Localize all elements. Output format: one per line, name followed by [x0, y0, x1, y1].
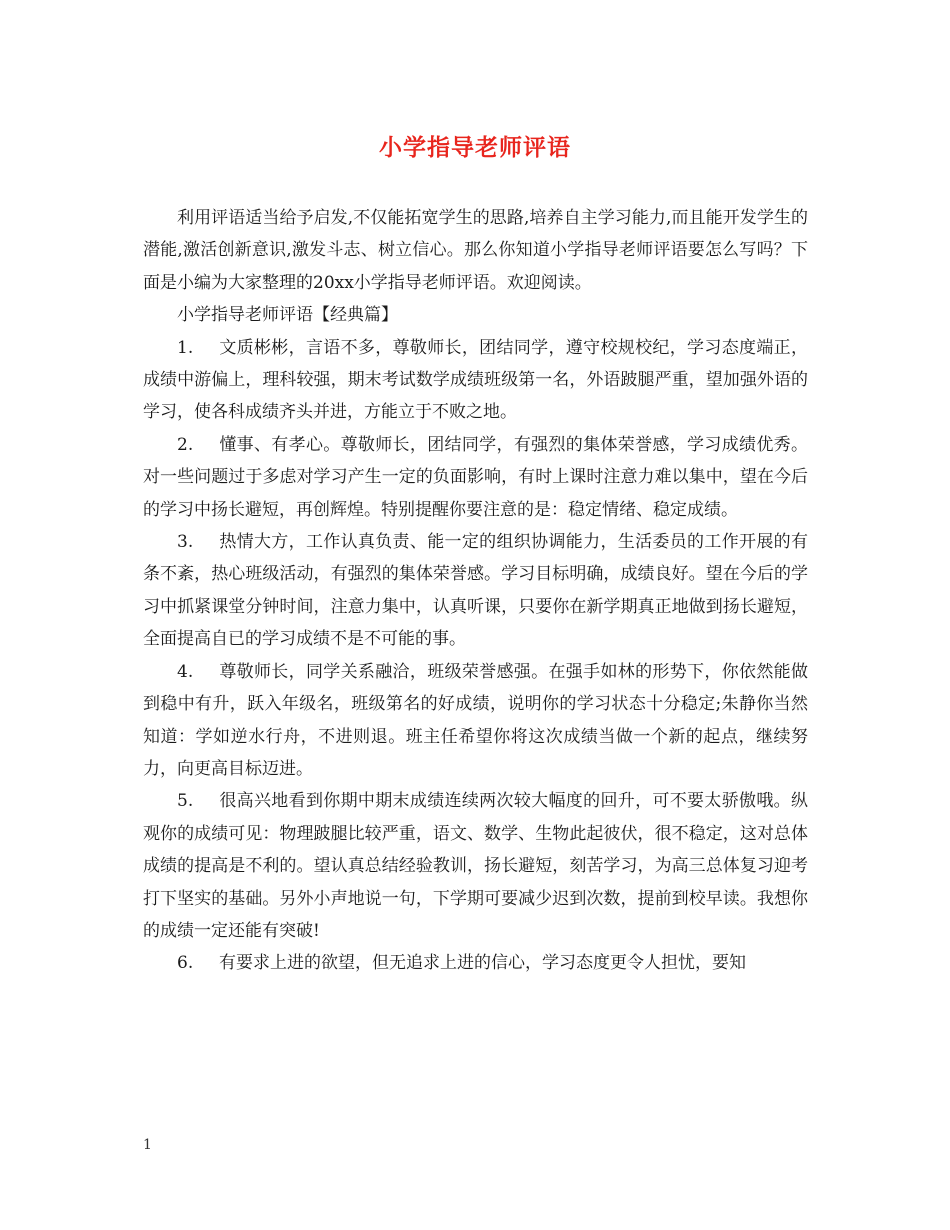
list-item — [143, 526, 808, 656]
page-number: 1 — [143, 1137, 152, 1153]
item-number: 3. — [177, 532, 194, 553]
section-heading: 小学指导老师评语【经典篇】 — [177, 305, 398, 326]
item-number: 6. — [177, 953, 194, 974]
item-number: 5. — [177, 791, 194, 812]
list-item — [143, 429, 808, 526]
item-number: 2. — [177, 434, 194, 455]
intro-paragraph: 利用评语适当给予启发,不仅能拓宽学生的思路,培养自主学习能力,而且能开发学生的潜能,激活创新意识,激发斗志、树立信心。那么你知道小学指导老师评语要怎么写吗？下面是小编为大家整理的20xx小学指导老师评语。欢迎阅读。 — [143, 208, 808, 293]
item-text: 热情大方，工作认真负责、能一定的组织协调能力，生活委员的工作开展的有条不紊，热心班级活动，有强烈的集体荣誉感。学习目标明确，成绩良好。望在今后的学习中抓紧课堂分钟时间，注意力集中，认真听课，只要你在新学期真正地做到扬长避短，全面提高自已的学习成绩不是不可能的事。 — [143, 532, 808, 650]
item-text: 尊敬师长，同学关系融洽，班级荣誉感强。在强手如林的形势下，你依然能做到稳中有升，跃入年级名，班级第名的好成绩，说明你的学习状态十分稳定;朱静你当然知道：学如逆水行舟，不进则退。班主任希望你将这次成绩当做一个新的起点，继续努力，向更高目标迈进。 — [143, 661, 808, 779]
list-item — [143, 785, 808, 947]
document-body — [143, 202, 808, 980]
item-text: 懂事、有孝心。尊敬师长，团结同学，有强烈的集体荣誉感，学习成绩优秀。对一些问题过于多虑对学习产生一定的负面影响，有时上课时注意力难以集中，望在今后的学习中扬长避短，再创辉煌。特别提醒你要注意的是：稳定情绪、稳定成绩。 — [143, 434, 808, 520]
item-text: 文质彬彬，言语不多，尊敬师长，团结同学，遵守校规校纪，学习态度端正，成绩中游偏上，理科较强，期末考试数学成绩班级第一名，外语跛腿严重，望加强外语的学习，使各科成绩齐头并进，方能立于不败之地。 — [143, 337, 808, 423]
item-number: 1. — [177, 337, 194, 358]
list-item — [143, 332, 808, 429]
list-item — [143, 947, 808, 979]
item-text: 很高兴地看到你期中期末成绩连续两次较大幅度的回升，可不要太骄傲哦。纵观你的成绩可见：物理跛腿比较严重，语文、数学、生物此起彼伏，很不稳定，这对总体成绩的提高是不利的。望认真总结经验教训，扬长避短，刻苦学习，为高三总体复习迎考打下坚实的基础。另外小声地说一句，下学期可要减少迟到次数，提前到校早读。我想你的成绩一定还能有突破! — [143, 791, 808, 941]
document-title: 小学指导老师评语 — [379, 134, 571, 161]
item-number: 4. — [177, 661, 194, 682]
list-item — [143, 656, 808, 786]
item-text: 有要求上进的欲望，但无追求上进的信心，学习态度更令人担忧，要知 — [219, 953, 746, 974]
